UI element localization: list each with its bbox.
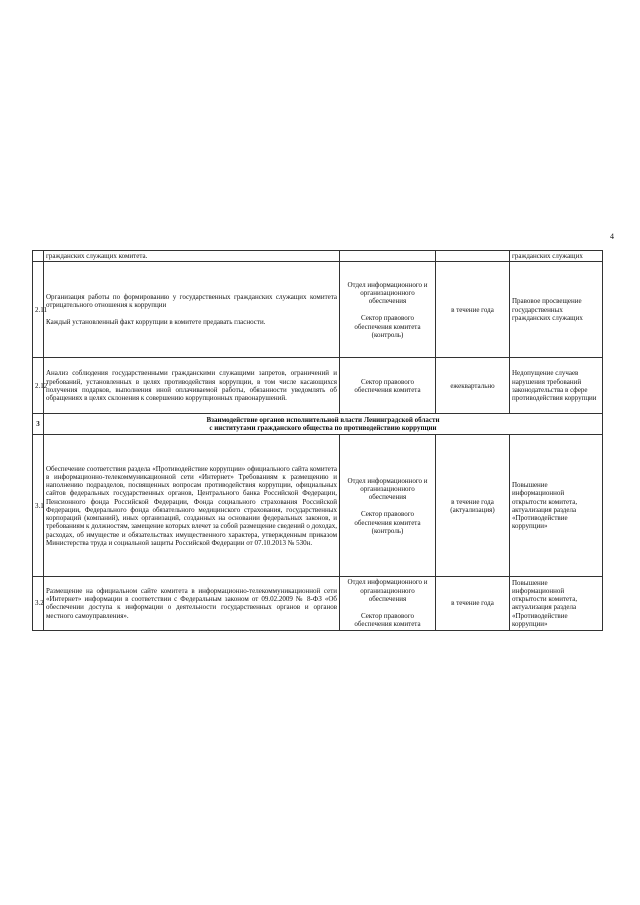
row-result: гражданских служащих — [510, 251, 603, 262]
description-paragraph: Анализ соблюдения государственными гражданскими служащими запретов, ограничений и требований, установленных в целях противодействия коррупции, в том числе касающихся получения подарков, выполнения иной оплачиваемой работы, обязанности уведомлять об обращениях в целях склонения к совершению коррупционных правонарушений. — [46, 369, 337, 402]
row-term: в течение года (актуализация) — [436, 435, 510, 577]
row-description: гражданских служащих комитета. — [44, 251, 340, 262]
section-header-row — [33, 414, 603, 435]
executor-paragraph: Сектор правового обеспечения комитета (контроль) — [354, 510, 421, 535]
row-executor — [340, 262, 436, 358]
anti-corruption-plan-table — [32, 250, 603, 631]
section-number: 3 — [33, 414, 44, 435]
row-term — [436, 251, 510, 262]
executor-paragraph: Отдел информационного и организационного обеспечения — [347, 578, 428, 603]
table-row — [33, 577, 603, 630]
row-result: Недопущение случаев нарушения требований законодательства в сфере противодействия коррупции — [510, 358, 603, 414]
row-number: 3.1 — [33, 435, 44, 577]
table-row — [33, 262, 603, 358]
row-term: в течение года — [436, 262, 510, 358]
row-executor — [340, 251, 436, 262]
executor-paragraph: Отдел информационного и организационного обеспечения — [347, 476, 428, 501]
section-title: Взаимодействие органов исполнительной власти Ленинградской области с институтами гражданского общества по противодействию коррупции — [44, 414, 603, 435]
description-paragraph: Организация работы по формированию у государственных гражданских служащих комитета отрицательного отношения к коррупции — [46, 292, 337, 310]
description-paragraph: Каждый установленный факт коррупции в комитете предавать гласности. — [46, 318, 266, 327]
row-description — [44, 358, 340, 414]
row-number: 2.11 — [33, 262, 44, 358]
table-row — [33, 435, 603, 577]
row-term: ежеквартально — [436, 358, 510, 414]
description-paragraph: Обеспечение соответствия раздела «Противодействие коррупции» официального сайта комитета в информационно-телекоммуникационной сети «Интернет» Требованиям к размещению и наполнению подразделов, посвященных вопросам противодействия коррупции, официальных сайтов федеральных государственных органов, Центрального банка Российской Федерации, Пенсионного фонда Российской Федерации, Фонда социального страхования Российской Федерации, Федерального фонда обязательного медицинского страхования, государственных корпораций (компаний), иных организаций, созданных на основании федеральных законов, и требованиям к должностям, замещение которых влечет за собой размещение сведений о доходах, расходах, об имуществе и обязательствах имущественного характера, утвержденным приказом Министерства труда и социальной защиты Российской Федерации от 07.10.2013 № 530н. — [46, 464, 337, 547]
table-row — [33, 358, 603, 414]
description-paragraph: Размещение на официальном сайте комитета в информационно-телекоммуникационной сети «Интернет» информации в соответствии с Федеральным законом от 09.02.2009 № 8-ФЗ «Об обеспечении доступа к информации о деятельности государственных органов и органов местного самоуправления». — [46, 586, 337, 620]
executor-paragraph: Сектор правового обеспечения комитета — [354, 377, 421, 394]
row-result: Повышение информационной открытости комитета, актуализация раздела «Противодействие коррупции» — [510, 577, 603, 630]
executor-paragraph: Отдел информационного и организационного обеспечения — [347, 280, 428, 305]
row-number: 3.2 — [33, 577, 44, 630]
row-result: Повышение информационной открытости комитета, актуализация раздела «Противодействие коррупции» — [510, 435, 603, 577]
row-executor — [340, 435, 436, 577]
executor-paragraph: Сектор правового обеспечения комитета — [354, 612, 421, 629]
continued-row — [33, 251, 603, 262]
executor-paragraph: Сектор правового обеспечения комитета (контроль) — [354, 314, 421, 339]
row-result: Правовое просвещение государственных гражданских служащих — [510, 262, 603, 358]
row-description — [44, 262, 340, 358]
row-number: 2.12 — [33, 358, 44, 414]
row-executor — [340, 358, 436, 414]
page-number: 4 — [610, 232, 614, 241]
row-description — [44, 435, 340, 577]
row-executor — [340, 577, 436, 630]
row-description — [44, 577, 340, 630]
row-number — [33, 251, 44, 262]
row-term: в течение года — [436, 577, 510, 630]
